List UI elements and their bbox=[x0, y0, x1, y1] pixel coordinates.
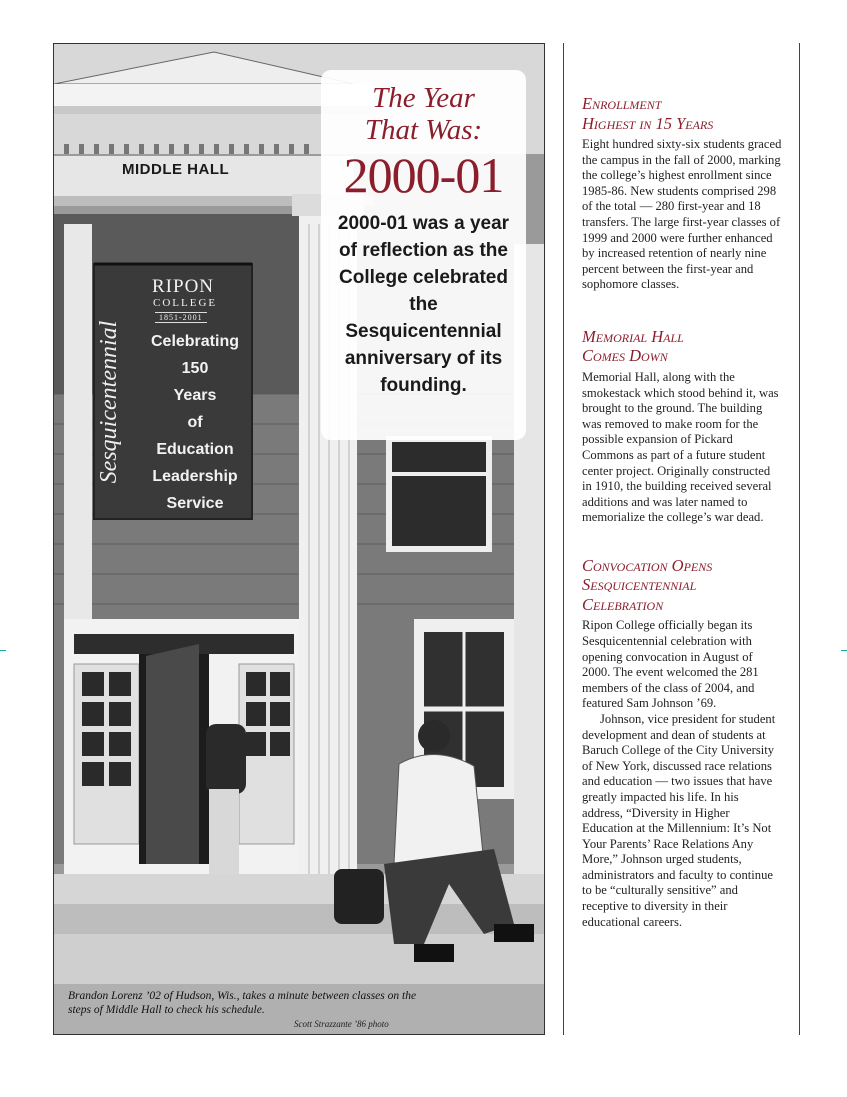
heading-line: Sesquicentennial bbox=[582, 575, 697, 595]
news-column bbox=[582, 94, 782, 956]
article-paragraph: Johnson, vice president for student development and dean of students at Baruch College of the City University of New York, discussed race relations and education — two issues that have greatly impacted his life. In his address, “Diversity in Higher Education at the Millennium: It’s Not Your Parents’ Race Relations Any More,” Johnson urged students, administrators and faculty to continue to be “culturally sensitive” and receptive to diversity in their educational careers. bbox=[582, 711, 776, 929]
photo-credit: Scott Strazzante ’86 photo bbox=[294, 1019, 389, 1029]
column-rule-left bbox=[563, 43, 564, 1035]
banner-line: Years bbox=[173, 387, 217, 404]
article-paragraph: Memorial Hall, along with the smokestack which stood behind it, was brought to the ground. The building was removed to make room for the possible expansion of Pickard Commons as part of a future student center project. Originally constructed in 1910, the building received several additions and was later named to memorialize the college’s war dead. bbox=[582, 369, 779, 525]
article-heading bbox=[582, 94, 782, 133]
heading-line: Enrollment bbox=[582, 94, 662, 113]
banner-line: Celebrating bbox=[150, 333, 239, 350]
heading-line: Celebration bbox=[582, 594, 664, 614]
banner-ripon: RIPON bbox=[152, 276, 215, 297]
article-heading bbox=[582, 556, 782, 615]
title-overlay bbox=[321, 70, 526, 440]
heading-line: Memorial Hall bbox=[582, 326, 684, 346]
heading-line: Comes Down bbox=[582, 346, 668, 366]
banner-line: 150 bbox=[181, 360, 209, 377]
title-line-2: That Was: bbox=[364, 114, 483, 146]
article-convocation bbox=[582, 556, 782, 930]
page-title bbox=[321, 82, 526, 146]
margin-mark-right bbox=[841, 650, 847, 651]
banner-vertical-text: Sesquicentennial bbox=[96, 320, 122, 484]
banner-college: COLLEGE bbox=[153, 297, 218, 309]
photo-caption: Brandon Lorenz ’02 of Hudson, Wis., takes a minute between classes on the steps of Middle Hall to check his schedule. bbox=[68, 990, 417, 1016]
article-enrollment bbox=[582, 94, 782, 293]
heading-line: Highest in 15 Years bbox=[582, 113, 714, 133]
cover-photo bbox=[53, 43, 545, 1035]
title-line-1: The Year bbox=[372, 82, 475, 114]
article-paragraph: Eight hundred sixty-six students graced the campus in the fall of 2000, marking the college’s highest enrollment since 1985-86. New students comprised 298 of the total — 280 first-year and 18 transfers. The large first-year classes of 1999 and 2000 were further enhanced by increased retention of nearly nine percent between the first-year and sophomore classes. bbox=[582, 137, 782, 292]
banner-years: 1851-2001 bbox=[155, 312, 207, 323]
margin-mark-left bbox=[0, 650, 6, 651]
intro-text: 2000-01 was a year of reflection as the College celebrated the Sesquicentennial anniversary of its founding. bbox=[337, 213, 510, 396]
banner-line: of bbox=[187, 414, 203, 431]
column-rule-right bbox=[799, 43, 800, 1035]
banner-line: Service bbox=[166, 495, 224, 512]
heading-line: Convocation Opens bbox=[582, 555, 713, 575]
building-sign: MIDDLE HALL bbox=[122, 161, 230, 178]
banner-lines bbox=[140, 328, 250, 517]
article-paragraph: Ripon College officially began its Sesquicentennial celebration with opening convocation in August of 2000. The event welcomed the 281 members of the class of 2004, and featured Sam Johnson ’69. bbox=[582, 618, 759, 711]
banner-line: Leadership bbox=[152, 468, 238, 485]
title-year: 2000-01 bbox=[343, 147, 504, 203]
banner-line: Education bbox=[156, 441, 234, 458]
article-memorial-hall bbox=[582, 327, 782, 526]
article-heading bbox=[582, 327, 782, 366]
